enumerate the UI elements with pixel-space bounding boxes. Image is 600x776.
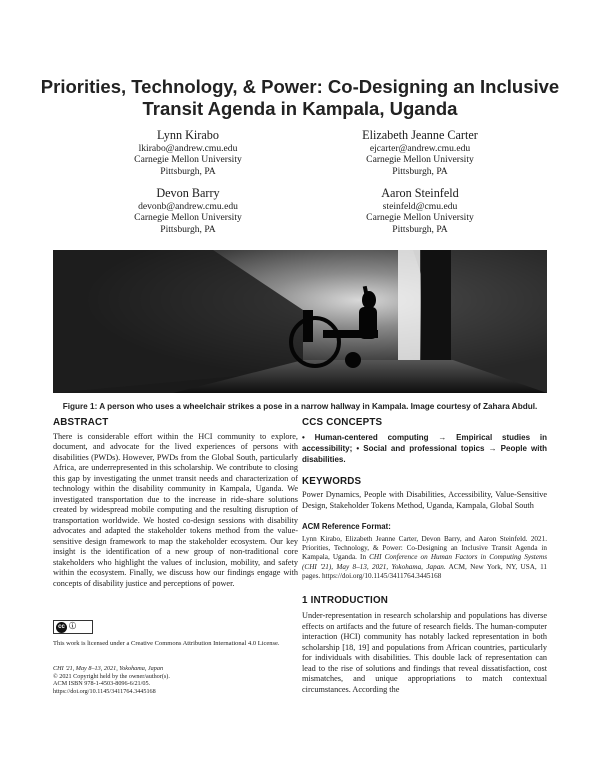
author-block — [58, 185, 318, 235]
footer-block — [53, 665, 293, 695]
author-location: Pittsburgh, PA — [392, 165, 448, 177]
footer-venue — [53, 665, 293, 673]
left-column — [53, 418, 298, 589]
footer-venue-text: CHI '21, May 8–13, 2021, Yokohama, Japan — [53, 665, 164, 672]
author-name: Elizabeth Jeanne Carter — [362, 128, 478, 142]
cc-license-badge[interactable] — [53, 620, 93, 634]
by-icon: ⓘ — [69, 623, 76, 630]
acm-ref-part2: ACM, New York, NY, USA, 11 pages. https://doi.org/10.1145/3411764.3445168 — [302, 562, 547, 581]
paper-title — [40, 76, 560, 119]
cc-icon: cc — [56, 622, 67, 633]
author-affiliation: Carnegie Mellon University — [134, 154, 242, 166]
author-location: Pittsburgh, PA — [160, 165, 216, 177]
figure-caption: Figure 1: A person who uses a wheelchair strikes a pose in a narrow hallway in Kampala. Image courtesy of Zahara Abdul. — [62, 402, 538, 411]
title-line-2: Transit Agenda in Kampala, Uganda — [142, 97, 458, 119]
acm-ref-heading: ACM Reference Format: — [302, 522, 391, 531]
keywords-text: Power Dynamics, People with Disabilities, Accessibility, Value-Sensitive Design, Stakeholder Tokens Method, Uganda, Kampala, Global South — [302, 490, 547, 510]
author-location: Pittsburgh, PA — [392, 223, 448, 235]
author-name: Devon Barry — [156, 186, 220, 200]
author-block — [58, 127, 318, 177]
abstract-text: There is considerable effort within the HCI community to explore, document, and advocate for the lived experiences of persons with disabilities (PWDs). However, PWDs from the Global South, particularly Africa, are underrepresented in this scholarship. We contribute to closing this gap by investigating the unmet transit needs and characterization of technology within the disability community in Kampala, Uganda. We investigated transportation due to the increase in ride-share solutions created by widespread mobile computing and the resulting disruption of transportation worldwide. We hosted co-design sessions with disability advocates and adapted the stakeholder tokens method from the value-sensitive design framework to map the stakeholder ecosystem. Our key insight is the identification of a new group of non-traditional core stakeholders who highlight the values of inclusion, mobility, and safety within the ecosystem. Finally, we discuss how our findings engage with concepts of disability justice and perceptions of power. — [53, 431, 298, 588]
intro-heading: 1 INTRODUCTION — [302, 594, 389, 606]
title-line-1: Priorities, Technology, & Power: Co-Designing an Inclusive — [40, 76, 560, 97]
hallway-wheelchair-photo — [53, 250, 547, 393]
figure-photo — [53, 250, 547, 393]
license-text: This work is licensed under a Creative Commons Attribution International 4.0 License. — [53, 640, 280, 647]
author-affiliation: Carnegie Mellon University — [366, 154, 474, 166]
acm-ref-text — [302, 535, 547, 582]
ccs-text: • Human-centered computing → Empirical studies in accessibility; • Social and professional topics → People with disabilities. — [302, 432, 547, 464]
author-email[interactable]: devonb@andrew.cmu.edu — [138, 201, 238, 212]
ccs-heading: CCS CONCEPTS — [302, 417, 383, 428]
footer-copyright: © 2021 Copyright held by the owner/author(s). — [53, 672, 170, 680]
abstract-heading: ABSTRACT — [53, 417, 109, 428]
keywords-heading: KEYWORDS — [302, 475, 362, 487]
author-email[interactable]: ejcarter@andrew.cmu.edu — [369, 143, 471, 154]
footer-isbn: ACM ISBN 978-1-4503-8096-6/21/05. — [53, 680, 151, 688]
author-email[interactable]: steinfeld@cmu.edu — [382, 201, 458, 212]
author-name: Aaron Steinfeld — [381, 186, 459, 200]
author-email[interactable]: lkirabo@andrew.cmu.edu — [138, 143, 238, 154]
footer-doi[interactable]: https://doi.org/10.1145/3411764.3445168 — [53, 687, 156, 695]
author-affiliation: Carnegie Mellon University — [366, 212, 474, 224]
acm-ref-venue: CHI Conference on Human Factors in Computing Systems (CHI '21), May 8–13, 2021, Yokohama, Japan. — [302, 553, 547, 571]
author-block — [290, 185, 550, 235]
intro-text: Under-representation in research scholarship and populations has diverse effects on artifacts and the future of research fields. The human-computer interaction (HCI) community has notably lacked representation in both scholarship [18, 19] and populations from African countries, particularly for individuals with disabilities. This double lack of representation can lead to the rise of solutions and findings that reveal dissatisfaction, cost mismatches, and unique appropriations to match contextual circumstances. According the — [302, 611, 547, 694]
right-column — [302, 418, 547, 695]
author-location: Pittsburgh, PA — [160, 223, 216, 235]
author-affiliation: Carnegie Mellon University — [134, 212, 242, 224]
author-name: Lynn Kirabo — [157, 128, 219, 142]
author-block — [290, 127, 550, 177]
acm-ref-part1: Lynn Kirabo, Elizabeth Jeanne Carter, Devon Barry, and Aaron Steinfeld. 2021. Priorities, Technology, & Power: Co-Designing an Inclusive Transit Agenda in Kampala, Uganda. In — [302, 534, 547, 562]
